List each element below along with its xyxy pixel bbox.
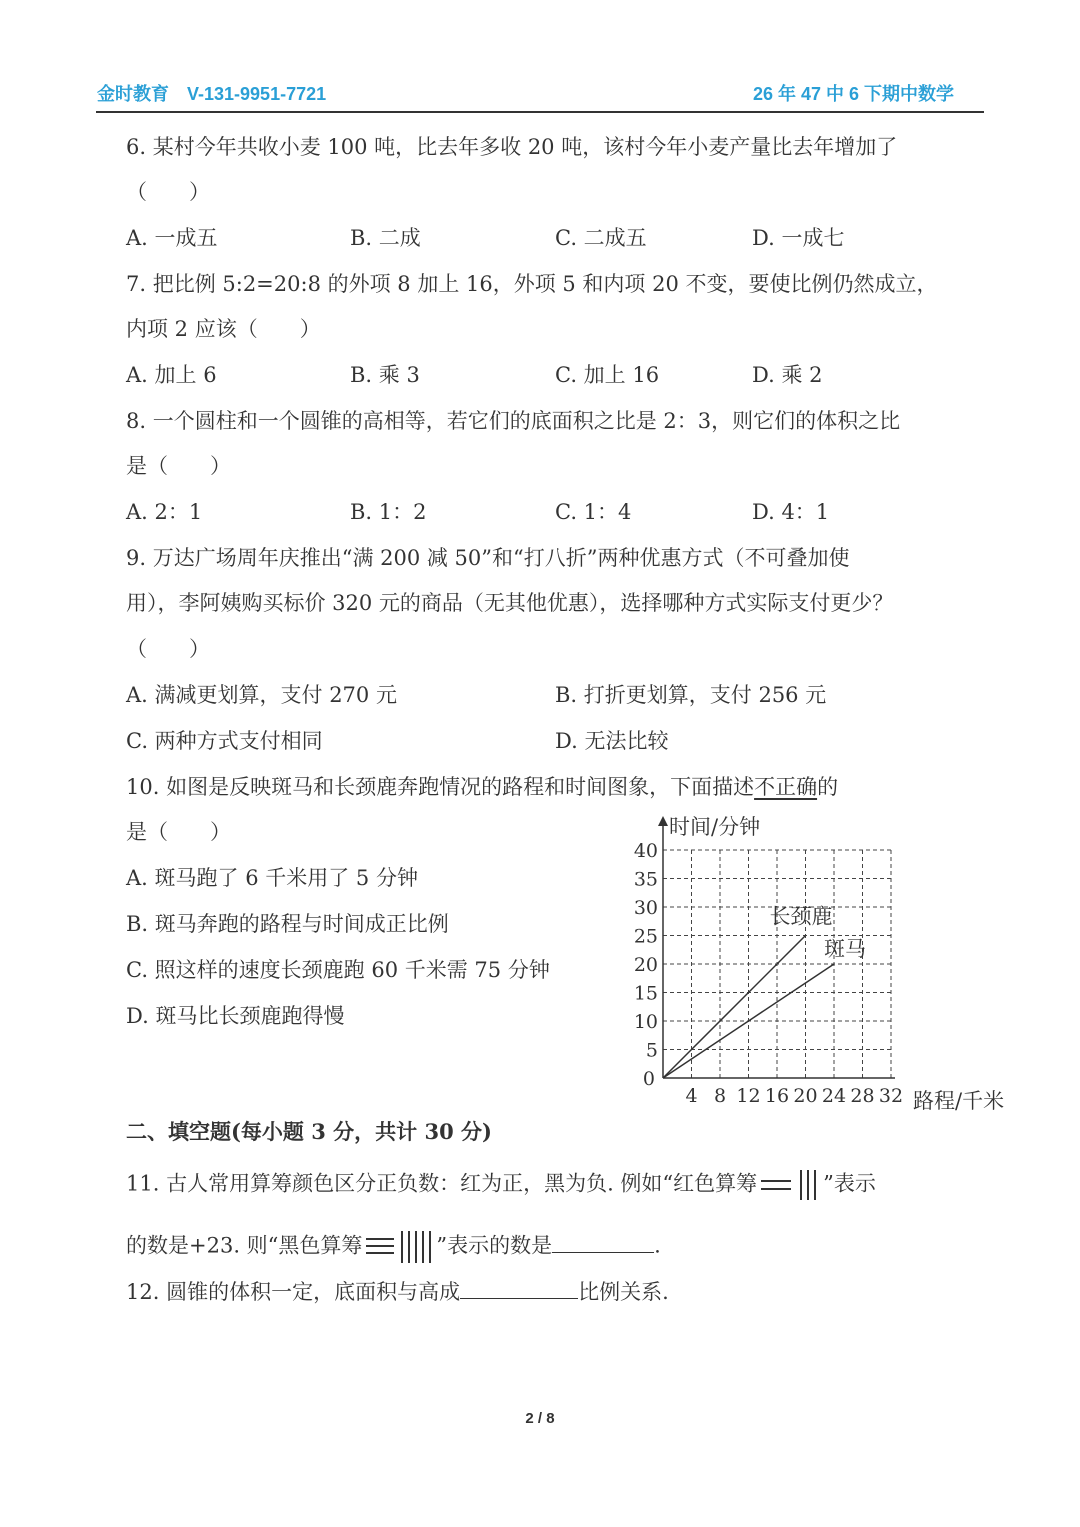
q10-option-d: D. 斑马比长颈鹿跑得慢 xyxy=(126,1004,345,1028)
q8-stem-line2: 是（ ） xyxy=(126,454,231,478)
q10-option-c: C. 照这样的速度长颈鹿跑 60 千米需 75 分钟 xyxy=(126,958,550,982)
series-label-zebra: 斑马 xyxy=(824,937,866,961)
q7-option-c: C. 加上 16 xyxy=(555,363,660,387)
q10-option-b: B. 斑马奔跑的路程与时间成正比例 xyxy=(126,912,449,936)
y-tick-label: 35 xyxy=(633,868,658,891)
q6-option-b: B. 二成 xyxy=(350,226,421,250)
q11-line1-post: ”表示 xyxy=(823,1171,876,1196)
y-tick-label: 5 xyxy=(645,1039,658,1062)
origin-label: 0 xyxy=(642,1068,655,1090)
q9-option-a: A. 满减更划算，支付 270 元 xyxy=(126,683,397,707)
q12-pre: 12. 圆锥的体积一定，底面积与高成 xyxy=(126,1280,461,1304)
header-divider xyxy=(96,111,984,113)
q11-line1-pre: 11. 古人常用算筹颜色区分正负数：红为正，黑为负. 例如“红色算筹 xyxy=(126,1171,758,1196)
header-right: 26 年 47 中 6 下期中数学 xyxy=(752,84,954,104)
q7-stem-line1: 7. 把比例 5:2=20:8 的外项 8 加上 16，外项 5 和内项 20 不变，要使比例仍然成立， xyxy=(126,272,938,296)
q8-option-b: B. 1：2 xyxy=(350,500,427,524)
q8-stem-line1: 8. 一个圆柱和一个圆锥的高相等，若它们的底面积之比是 2：3，则它们的体积之比 xyxy=(126,409,901,433)
q9-stem-line1: 9. 万达广场周年庆推出“满 200 减 50”和“打八折”两种优惠方式（不可叠加使 xyxy=(126,546,850,570)
q6-answer-paren: （ ） xyxy=(126,180,210,204)
x-tick-label: 28 xyxy=(850,1085,875,1107)
series-line-giraffe xyxy=(663,936,806,1079)
q8-option-a: A. 2：1 xyxy=(126,500,203,524)
x-tick-label: 20 xyxy=(793,1085,818,1107)
x-tick-label: 16 xyxy=(764,1085,790,1107)
q11-line2-post: ”表示的数是 xyxy=(436,1233,553,1258)
distance-time-chart xyxy=(620,812,1020,1112)
header-left: 金时教育 V-131-9951-7721 xyxy=(97,84,327,104)
q9-answer-paren: （ ） xyxy=(126,637,210,661)
q10-stem-line1 xyxy=(126,772,838,802)
q11-line2-end: . xyxy=(654,1233,661,1258)
y-tick-label: 30 xyxy=(633,897,658,919)
series-label-giraffe: 长颈鹿 xyxy=(769,904,833,929)
q6-option-c: C. 二成五 xyxy=(555,226,647,250)
q9-option-c: C. 两种方式支付相同 xyxy=(126,729,323,753)
q7-option-a: A. 加上 6 xyxy=(126,363,217,387)
q6-stem: 6. 某村今年共收小麦 100 吨，比去年多收 20 吨，该村今年小麦产量比去年增加了 xyxy=(126,135,898,159)
q10-stem-emphasis: 不正确 xyxy=(754,775,818,799)
q7-option-d: D. 乘 2 xyxy=(752,363,823,387)
red-counting-rods-icon xyxy=(759,1168,821,1202)
x-tick-label: 24 xyxy=(821,1085,847,1107)
page-number: 2 / 8 xyxy=(525,1410,555,1427)
black-counting-rods-icon xyxy=(364,1229,434,1265)
q12-line xyxy=(126,1276,669,1307)
q10-stem-pre: 10. 如图是反映斑马和长颈鹿奔跑情况的路程和时间图象，下面描述 xyxy=(126,775,755,799)
q10-stem-line2: 是（ ） xyxy=(126,820,231,844)
y-tick-label: 15 xyxy=(633,982,658,1005)
x-tick-label: 12 xyxy=(736,1085,761,1107)
q11-line1 xyxy=(126,1168,876,1202)
section-2-title: 二、填空题(每小题 3 分，共计 30 分) xyxy=(126,1119,492,1144)
q9-stem-line2: 用），李阿姨购买标价 320 元的商品（无其他优惠），选择哪种方式实际支付更少？ xyxy=(126,591,894,615)
q11-line2 xyxy=(126,1229,661,1265)
q8-option-d: D. 4：1 xyxy=(752,500,830,524)
q6-option-d: D. 一成七 xyxy=(752,226,845,250)
y-tick-label: 10 xyxy=(633,1011,658,1033)
y-tick-label: 25 xyxy=(633,925,658,948)
q8-option-c: C. 1：4 xyxy=(555,500,632,524)
q12-post: 比例关系. xyxy=(578,1280,669,1304)
y-tick-label: 40 xyxy=(633,840,658,862)
q9-option-b: B. 打折更划算，支付 256 元 xyxy=(555,683,827,707)
q10-stem-post: 的 xyxy=(817,775,839,799)
x-axis-title: 路程/千米 xyxy=(913,1089,1005,1112)
q6-option-a: A. 一成五 xyxy=(126,226,218,250)
y-axis-title: 时间/分钟 xyxy=(669,815,761,839)
q7-option-b: B. 乘 3 xyxy=(350,363,420,387)
y-tick-label: 20 xyxy=(633,954,658,976)
q11-line2-pre: 的数是+23. 则“黑色算筹 xyxy=(126,1233,363,1258)
x-tick-label: 8 xyxy=(713,1085,727,1107)
x-tick-label: 32 xyxy=(878,1085,904,1107)
q7-stem-line2: 内项 2 应该（ ） xyxy=(126,317,321,341)
x-tick-label: 4 xyxy=(685,1085,698,1107)
q11-answer-blank xyxy=(552,1230,654,1253)
q10-option-a: A. 斑马跑了 6 千米用了 5 分钟 xyxy=(126,866,418,890)
q12-answer-blank xyxy=(460,1276,578,1299)
q9-option-d: D. 无法比较 xyxy=(555,729,669,753)
y-axis-arrow-icon xyxy=(658,816,668,826)
